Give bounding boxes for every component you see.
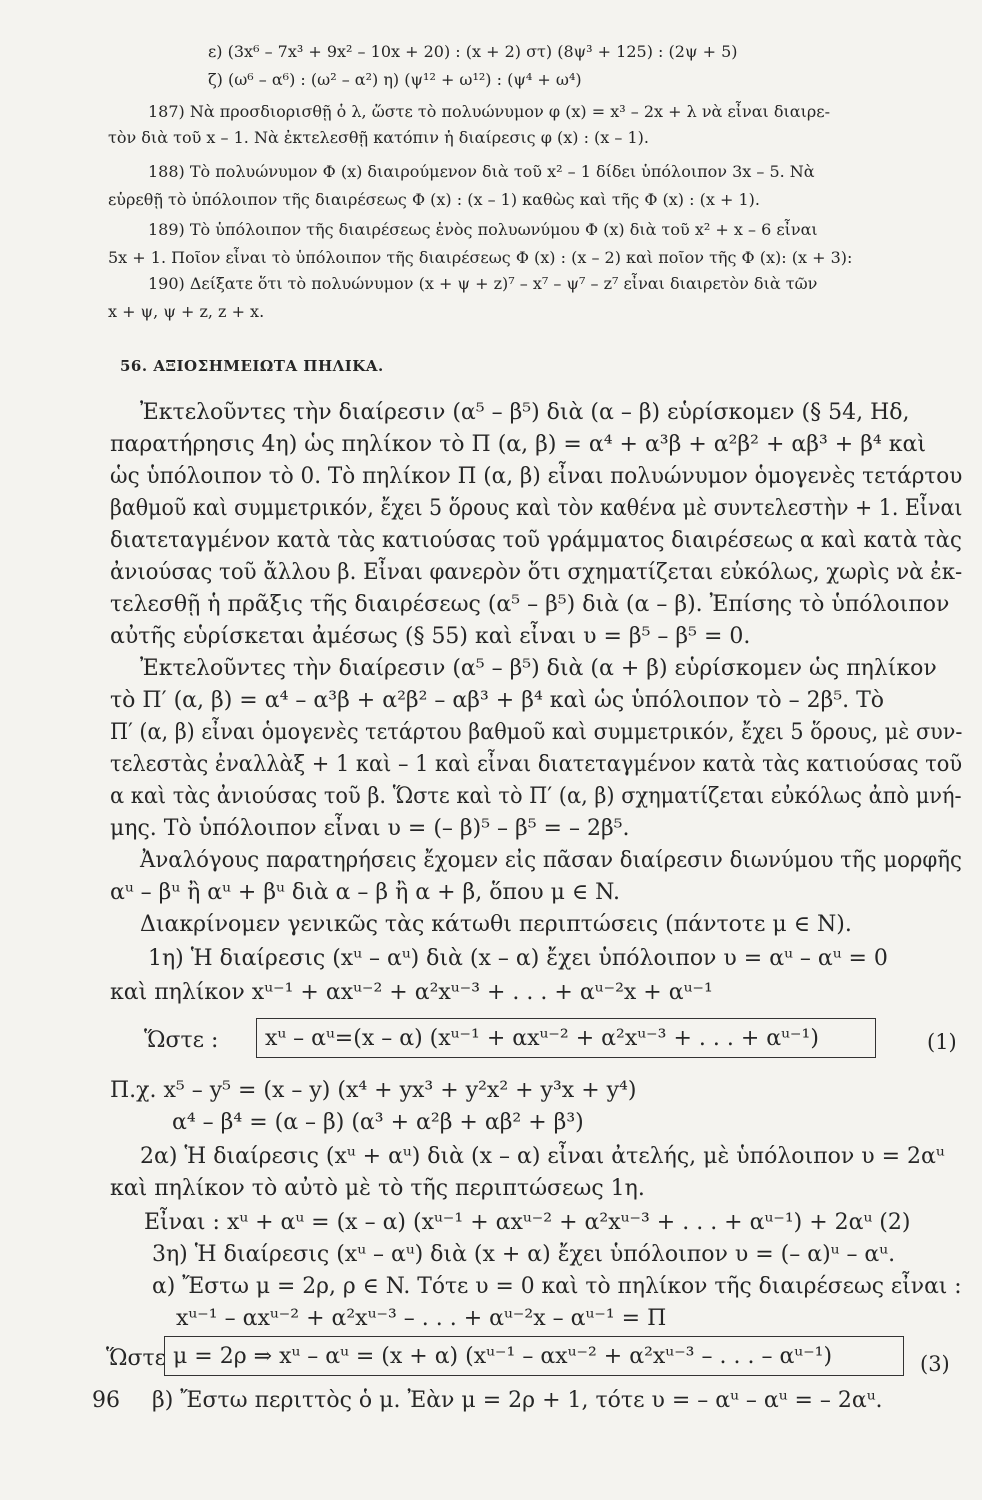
- exercise-z: ζ) (ω⁶ – α⁶) : (ω² – α²) η) (ψ¹² + ω¹²) : (ψ⁴ + ω⁴): [208, 70, 582, 89]
- formula-1-box: [256, 1018, 876, 1058]
- formula-3-lead: Ὥστε: [106, 1346, 167, 1371]
- body-line: βαθμοῦ καὶ συμμετρικόν, ἔχει 5 ὅρους καὶ τὸν καθένα μὲ συντελεστὴν + 1. Εἶναι: [110, 496, 963, 521]
- body-line: Π′ (α, β) εἶναι ὁμογενὲς τετάρτου βαθμοῦ καὶ συμμετρικόν, ἔχει 5 ὅρους, μὲ συν-: [110, 720, 963, 745]
- exercise-e: ε) (3x⁶ – 7x³ + 9x² – 10x + 20) : (x + 2) στ) (8ψ³ + 125) : (2ψ + 5): [208, 42, 738, 61]
- exercise-190-cont: x + ψ, ψ + z, z + x.: [108, 302, 265, 321]
- exercise-187-cont: τὸν διὰ τοῦ x – 1. Νὰ ἐκτελεσθῇ κατόπιν ἡ διαίρεσις φ (x) : (x – 1).: [108, 128, 649, 147]
- case2-line: Εἶναι : xᵘ + αᵘ = (x – α) (xᵘ⁻¹ + αxᵘ⁻² + α²xᵘ⁻³ + . . . + αᵘ⁻¹) + 2αᵘ (2): [144, 1210, 911, 1235]
- body-line: ὡς ὑπόλοιπον τὸ 0. Τὸ πηλίκον Π (α, β) εἶναι πολυώνυμον ὁμογενὲς τετάρτου: [110, 464, 963, 489]
- body-line: 1η) Ἡ διαίρεσις (xᵘ – αᵘ) διὰ (x – α) ἔχει ὑπόλοιπον υ = αᵘ – αᵘ = 0: [148, 946, 888, 971]
- formula-1-text: xᵘ – αᵘ=(x – α) (xᵘ⁻¹ + αxᵘ⁻² + α²xᵘ⁻³ + . . . + αᵘ⁻¹): [265, 1026, 819, 1051]
- formula-1-lead: Ὥστε :: [144, 1028, 219, 1053]
- body-line: καὶ πηλίκον xᵘ⁻¹ + αxᵘ⁻² + α²xᵘ⁻³ + . . . + αᵘ⁻²x + αᵘ⁻¹: [110, 980, 713, 1005]
- body-line: αᵘ – βᵘ ἢ αᵘ + βᵘ διὰ α – β ἢ α + β, ὅπου μ ∈ N.: [110, 880, 620, 905]
- body-line: αὐτῆς εὑρίσκεται ἀμέσως (§ 55) καὶ εἶναι υ = β⁵ – β⁵ = 0.: [110, 624, 751, 649]
- body-line: τὸ Π′ (α, β) = α⁴ – α³β + α²β² – αβ³ + β⁴ καὶ ὡς ὑπόλοιπον τὸ – 2β⁵. Τὸ: [110, 688, 885, 713]
- exercise-188: 188) Τὸ πολυώνυμον Φ (x) διαιρούμενον διὰ τοῦ x² – 1 δίδει ὑπόλοιπον 3x – 5. Νὰ: [148, 162, 815, 181]
- body-line: παρατήρησις 4η) ὡς πηλίκον τὸ Π (α, β) = α⁴ + α³β + α²β² + αβ³ + β⁴ καὶ: [110, 432, 926, 457]
- formula-3-box: [164, 1336, 904, 1376]
- body-line: Ἀναλόγους παρατηρήσεις ἔχομεν εἰς πᾶσαν διαίρεσιν διωνύμου τῆς μορφῆς: [140, 848, 962, 873]
- body-line: Ἐκτελοῦντες τὴν διαίρεσιν (α⁵ – β⁵) διὰ (α – β) εὑρίσκομεν (§ 54, Ηδ,: [140, 400, 910, 425]
- case3-line: xᵘ⁻¹ – αxᵘ⁻² + α²xᵘ⁻³ – . . . + αᵘ⁻²x – αᵘ⁻¹ = Π: [176, 1306, 667, 1331]
- case2-line: καὶ πηλίκον τὸ αὐτὸ μὲ τὸ τῆς περιπτώσεως 1η.: [110, 1176, 645, 1201]
- exercise-188-cont: εὑρεθῇ τὸ ὑπόλοιπον τῆς διαιρέσεως Φ (x) : (x – 1) καθὼς καὶ τῆς Φ (x) : (x + 1).: [108, 190, 760, 209]
- formula-1-number: (1): [927, 1030, 957, 1054]
- formula-3-text: μ = 2ρ ⇒ xᵘ – αᵘ = (x + α) (xᵘ⁻¹ – αxᵘ⁻² + α²xᵘ⁻³ – . . . – αᵘ⁻¹): [173, 1344, 833, 1369]
- body-line: ἀνιούσας τοῦ ἄλλου β. Εἶναι φανερὸν ὅτι σχηματίζεται εὐκόλως, χωρὶς νὰ ἐκ-: [110, 560, 963, 585]
- body-line: μης. Τὸ ὑπόλοιπον εἶναι υ = (– β)⁵ – β⁵ = – 2β⁵.: [110, 816, 630, 841]
- case2-line: 2α) Ἡ διαίρεσις (xᵘ + αᵘ) διὰ (x – α) εἶναι ἀτελής, μὲ ὑπόλοιπον υ = 2αᵘ: [140, 1144, 945, 1169]
- body-line: Διακρίνομεν γενικῶς τὰς κάτωθι περιπτώσεις (πάντοτε μ ∈ N).: [140, 912, 852, 937]
- body-line: τελεστὰς ἐναλλὰξ + 1 καὶ – 1 καὶ εἶναι διατεταγμένον κατὰ τὰς κατιούσας τοῦ: [110, 752, 963, 777]
- body-line: διατεταγμένον κατὰ τὰς κατιούσας τοῦ γράμματος διαιρέσεως α καὶ κατὰ τὰς: [110, 528, 962, 553]
- exercise-189: 189) Τὸ ὑπόλοιπον τῆς διαιρέσεως ἑνὸς πολυωνύμου Φ (x) διὰ τοῦ x² + x – 6 εἶναι: [148, 220, 818, 239]
- body-line: Ἐκτελοῦντες τὴν διαίρεσιν (α⁵ – β⁵) διὰ (α + β) εὑρίσκομεν ὡς πηλίκον: [140, 656, 937, 681]
- formula-3-number: (3): [920, 1352, 950, 1376]
- example-line: Π.χ. x⁵ – y⁵ = (x – y) (x⁴ + yx³ + y²x² + y³x + y⁴): [110, 1078, 637, 1103]
- exercise-187: 187) Νὰ προσδιορισθῇ ὁ λ, ὥστε τὸ πολυώνυμον φ (x) = x³ – 2x + λ νὰ εἶναι διαιρε-: [148, 102, 830, 121]
- case3-line: 3η) Ἡ διαίρεσις (xᵘ – αᵘ) διὰ (x + α) ἔχει ὑπόλοιπον υ = (– α)ᵘ – αᵘ.: [152, 1242, 896, 1267]
- page-number: 96: [92, 1388, 120, 1413]
- example-line: α⁴ – β⁴ = (α – β) (α³ + α²β + αβ² + β³): [172, 1110, 584, 1135]
- exercise-190: 190) Δείξατε ὅτι τὸ πολυώνυμον (x + ψ + z)⁷ – x⁷ – ψ⁷ – z⁷ εἶναι διαιρετὸν διὰ τῶν: [148, 274, 818, 293]
- last-line: β) Ἔστω περιττὸς ὁ μ. Ἐὰν μ = 2ρ + 1, τότε υ = – αᵘ – αᵘ = – 2αᵘ.: [152, 1388, 883, 1413]
- section-title: 56. ΑΞΙΟΣΗΜΕΙΩΤΑ ΠΗΛΙΚΑ.: [120, 357, 384, 375]
- exercise-189-cont: 5x + 1. Ποῖον εἶναι τὸ ὑπόλοιπον τῆς διαιρέσεως Φ (x) : (x – 2) καὶ ποῖον τῆς Φ (x): (x + 3):: [108, 248, 853, 267]
- body-line: α καὶ τὰς ἀνιούσας τοῦ β. Ὥστε καὶ τὸ Π′ (α, β) σχηματίζεται εὐκόλως ἀπὸ μνή-: [110, 784, 962, 809]
- body-line: τελεσθῇ ἡ πρᾶξις τῆς διαιρέσεως (α⁵ – β⁵) διὰ (α – β). Ἐπίσης τὸ ὑπόλοιπον: [110, 592, 950, 617]
- case3-line: α) Ἔστω μ = 2ρ, ρ ∈ N. Τότε υ = 0 καὶ τὸ πηλίκον τῆς διαιρέσεως εἶναι :: [152, 1274, 962, 1299]
